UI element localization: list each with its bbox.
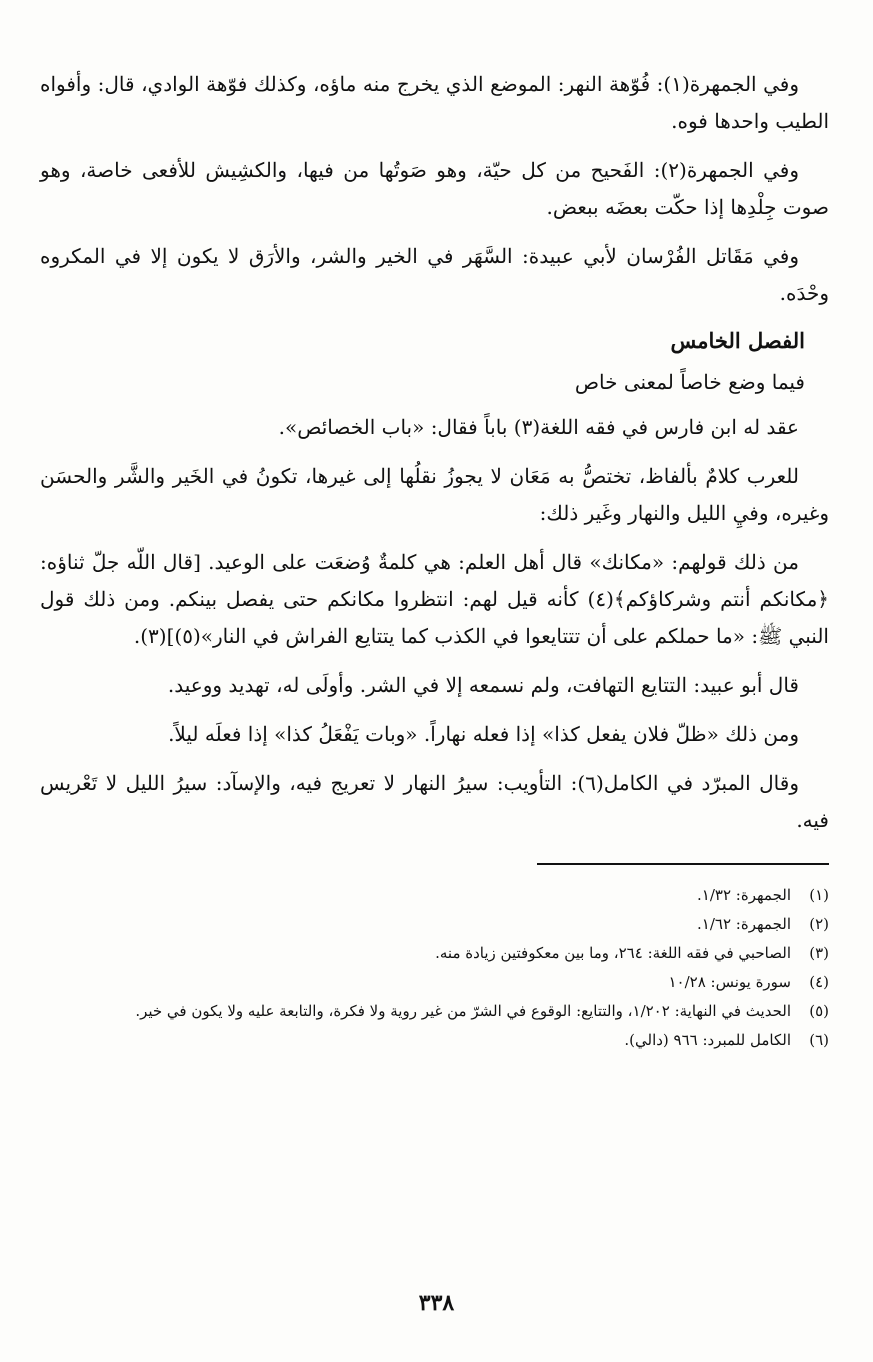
footnote-number: (٦) <box>809 1031 829 1049</box>
footnote-number: (٢) <box>809 915 829 933</box>
footnote-divider <box>537 863 829 865</box>
footnote-number: (٣) <box>809 944 829 962</box>
section-title: الفصل الخامس <box>670 328 805 353</box>
paragraph-arab-speech: للعرب كلامٌ بألفاظ، تختصُّ به مَعَان لا يجوزُ نقلُها إلى غيرها، تكونُ في الخَير والشَّر والحسَن وغيره، وفيِ الليل والنهار وغَير ذلك: <box>40 464 829 525</box>
paragraph-abu-ubaid: قال أبو عبيد: التتايع التهافت، ولم نسمعه إلا في الشر. وأولَى له، تهديد ووعيد. <box>167 673 799 697</box>
footnote-text: الصاحبي في فقه اللغة: ٢٦٤، وما بين معكوفتين زيادة منه. <box>435 944 791 962</box>
footnote <box>40 881 829 910</box>
footnote <box>40 997 829 1026</box>
footnote-text: الجمهرة: ١/٦٢. <box>697 915 791 933</box>
paragraph-zalla: ومن ذلك «ظلّ فلان يفعل كذا» إذا فعله نهاراً. «وبات يَفْعَلُ كذا» إذا فعلَه ليلاً. <box>168 722 799 746</box>
footnote-text: سورة يونس: ١٠/٢٨ <box>668 973 791 991</box>
footnote-number: (٥) <box>809 1002 829 1020</box>
section-subtitle: فيما وضع خاصاً لمعنى خاص <box>574 370 805 394</box>
paragraph-sahar: وفي مَقَاتل الفُرْسان لأبي عبيدة: السَّهَر في الخير والشر، والأرَق لا يكون إلا في المكروه وحْدَه. <box>40 244 829 305</box>
footnote-text: الكامل للمبرد: ٩٦٦ (دالي). <box>624 1031 791 1049</box>
footnote <box>40 968 829 997</box>
body-text <box>40 66 829 839</box>
footnote-number: (٤) <box>809 973 829 991</box>
footnote-number: (١) <box>809 886 829 904</box>
footnote <box>40 910 829 939</box>
footnote-text: الحديث في النهاية: ١/٢٠٢، والتتايع: الوقوع في الشرّ من غير روية ولا فكرة، والتابعة عليه ولا يكون في خير. <box>135 1002 791 1020</box>
footnote <box>40 1026 829 1055</box>
footnotes <box>40 881 829 1055</box>
paragraph-fuwwah: وفي الجمهرة(١): فُوّهة النهر: الموضع الذي يخرج منه ماؤه، وكذلك فوّهة الوادي، قال: وأفواه الطيب واحدها فوه. <box>40 72 829 133</box>
page-number: ٣٣٨ <box>418 1290 455 1316</box>
paragraph-makanak: من ذلك قولهم: «مكانك» قال أهل العلم: هي كلمةٌ وُضعَت على الوعيد. [قال اللّه جلّ ثناؤه: ﴿مكانكم أنتم وشركاؤكم﴾(٤) كأنه قيل لهم: انتظروا مكانكم حتى يفصل بينكم. ومن ذلك قول النبي ﷺ: «ما حملكم على أن تتتايعوا في الكذب كما يتتايع الفراش في النار»(٥)](٣). <box>40 550 829 648</box>
paragraph-mubarrad: وقال المبرّد في الكامل(٦): التأويب: سيرُ النهار لا تعريج فيه، والإسآد: سيرُ الليل لا تَعْريس فيه. <box>40 771 829 832</box>
paragraph-fahih: وفي الجمهرة(٢): الفَحيح من كل حيّة، وهو صَوتُها من فيها، والكشِيش للأفعى خاصة، وهو صوت جِلْدِها إذا حكّت بعضَه ببعض. <box>40 158 829 219</box>
footnote <box>40 939 829 968</box>
paragraph-ibn-faris: عقد له ابن فارس في فقه اللغة(٣) باباً فقال: «باب الخصائص». <box>278 415 799 439</box>
footnote-text: الجمهرة: ١/٣٢. <box>697 886 791 904</box>
